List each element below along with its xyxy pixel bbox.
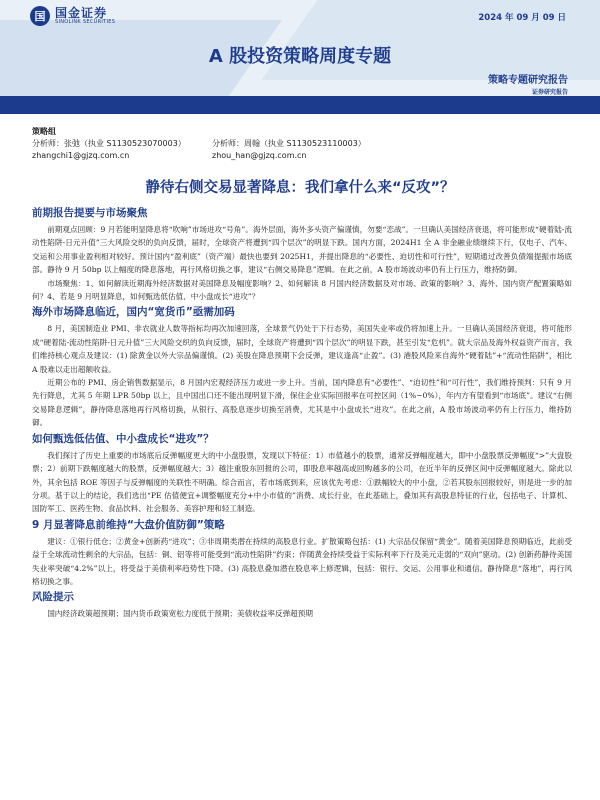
company-logo: [30, 6, 115, 26]
paragraph: 近期公布的 PMI、房企销售数据显示，8 月国内宏观经济压力或进一步上升。当前，国内降息有“必要性”、“迫切性”和“可行性”，我们维持预判：只有 9 月先行降息，尤其 5 年期 LPR 50bp 以上，且中国出口还不能出现明显下滑，保住企业实际回报率在可控区间（1%~0%），年内方有望看到“市场底”。建议“右侧交易降息逻辑”，静待降息落地再行风格切换，从银行、高股息逐步切换至消费，尤其是中小盘成长“进攻”。在此之前，A 股市场波动率仍有上行压力，维持防御。: [32, 378, 572, 428]
section-title: 前期报告提要与市场聚焦: [32, 207, 148, 219]
logo-mark-icon: 国: [30, 6, 50, 26]
section-title: 风险提示: [32, 591, 74, 604]
report-subtype: 证券研究报告: [531, 89, 568, 96]
section-title: 如何甄选低估值、中小盘成长“进攻”？: [32, 432, 214, 445]
report-type: 策略专题研究报告: [488, 75, 568, 86]
analyst-1-email[interactable]: zhangchi1@gjzq.com.cn: [32, 151, 130, 160]
header-divider-bar: [0, 96, 600, 114]
paragraph: 我们探讨了历史上重要的市场底后反弹幅度更大的中小盘股票，发现以下特征：1）市值越小的股票，通常反弹幅度越大，即中小盘股票反弹幅度“>”大盘股票；2）前期下跌幅度越大的股票，反弹幅度越大；3）越注重股东回报的公司，即股息率越高或回购越多的公司，在近半年的反弹区间中反弹幅度越大。除此以外，其余包括 ROE 等因子与反弹幅度的关联性不明确。综合而言，若市场底到来，应该优先考虑：①跌幅较大的中小盘，②若其股东回报较好，则是进一步的加分项。基于以上的结论，我们选出“PE 估值便宜+调整幅度充分+中小市值的”消费、成长行业，在此基础上，叠加其有高股息特征的行业，包括电子、计算机、国防军工、医药生物、食品饮料、社会服务、美容护理和轻工制造。: [32, 450, 572, 514]
section-title: 9 月显著降息前维持“大盘价值防御”策略: [32, 518, 225, 531]
analyst-2-email[interactable]: zhou_han@gjzq.com.cn: [212, 151, 307, 160]
report-body: [32, 204, 572, 621]
paragraph: 8 月，美国制造业 PMI、非农就业人数等指标均再次加速回落，全球景气仍处于下行态势，美国失业率或仍将加速上升。一旦确认美国经济衰退，将可能形成“硬着陆-流动性陷阱-日元升值”三大风险交织的负向反馈，届时，全球资产将遭到“四个层次”的明显下跌，甚至引发“危机”。就大宗品及海外权益资产而言，我们维持核心观点及建议：(1) 除黄金以外大宗品偏谨慎。(2) 美股在降息预期下会反弹，建议逢高“止盈”。(3) 港股风险来自海外“硬着陆”+“流动性陷阱”，相比 A 股难以走出超额收益。: [32, 324, 572, 374]
report-headline: 静待右侧交易显著降息：我们拿什么来“反攻”？: [145, 180, 455, 196]
paragraph: 前期观点回顾：9 月若能明显降息将“吹响”市场进攻“号角”。海外层面，海外多头资产偏谨慎，勿要“恋战”。一旦确认美国经济衰退，将可能形成“硬着陆-流动性陷阱-日元升值”三大风险交织的负向反馈，届时，全球资产将遭到“四个层次”的明显下跌。国内方面，2024H1 全 A 非金融业绩继续下行，仅电子、汽车、交运和公用事业盈利相对较好。预计国内“盈利底”（资产端）最快也要到 2025H1，并提出降息的“必要性、迫切性和可行性”，短期通过改善负债端提振市场底部。静待 9 月 50bp 以上幅度的降息落地，再行风格切换之事，建议“右侧交易降息”逻辑。在此之前，A 股市场波动率仍有上行压力，维持防御。: [32, 225, 572, 275]
analyst-info: [32, 126, 572, 162]
report-date: 2024 年 09 月 09 日: [478, 13, 566, 23]
logo-name-cn: 国金证券: [55, 6, 108, 20]
paragraph: 国内经济政策超预期；国内货币政策宽松力度低于预期；美债收益率反弹超预期: [47, 609, 313, 619]
paragraph: 建议：①银行低仓；②黄金+创新药“进攻”；③非周期类潜在持续的高股息行业。扩散策略包括：(1) 大宗品仅保留“黄金”。随着美国降息预期临近，此前受益于全球流动性剩余的大宗品，包括：铜、铝等将可能受到“流动性陷阱”约束；伴随黄金持续受益于实际利率下行及美元走弱的“双向”驱动。(2) 创新药静待美国失业率突破“4.2%”以上，将受益于美债利率趋势性下降。(3) 高股息叠加潜在股息率上修逻辑，包括：银行、交运、公用事业和通信。静待降息“落地”，再行风格切换之事。: [32, 536, 572, 586]
logo-name-en: SINOLINK SECURITIES: [55, 19, 116, 25]
paragraph: 市场聚焦：1、如何解读近期海外经济数据对美国降息及幅度影响？2、如何解读 8 月国内经济数据及对市场、政策的影响？3、海外、国内资产配置策略如何？4、若是 9 月明显降息，如何甄选低估值、中小盘成长“进攻”？: [32, 278, 572, 302]
section-title: 海外市场降息临近，国内“宽货币”亟需加码: [32, 306, 235, 319]
analyst-group-label: 策略组: [32, 127, 56, 136]
report-title: A 股投资策略周度专题: [208, 46, 392, 67]
report-header: [0, 0, 600, 96]
analyst-1: 分析师：张弛（执业 S1130523070003）: [32, 139, 186, 148]
analyst-2: 分析师：周翰（执业 S1130523110003）: [212, 139, 366, 148]
